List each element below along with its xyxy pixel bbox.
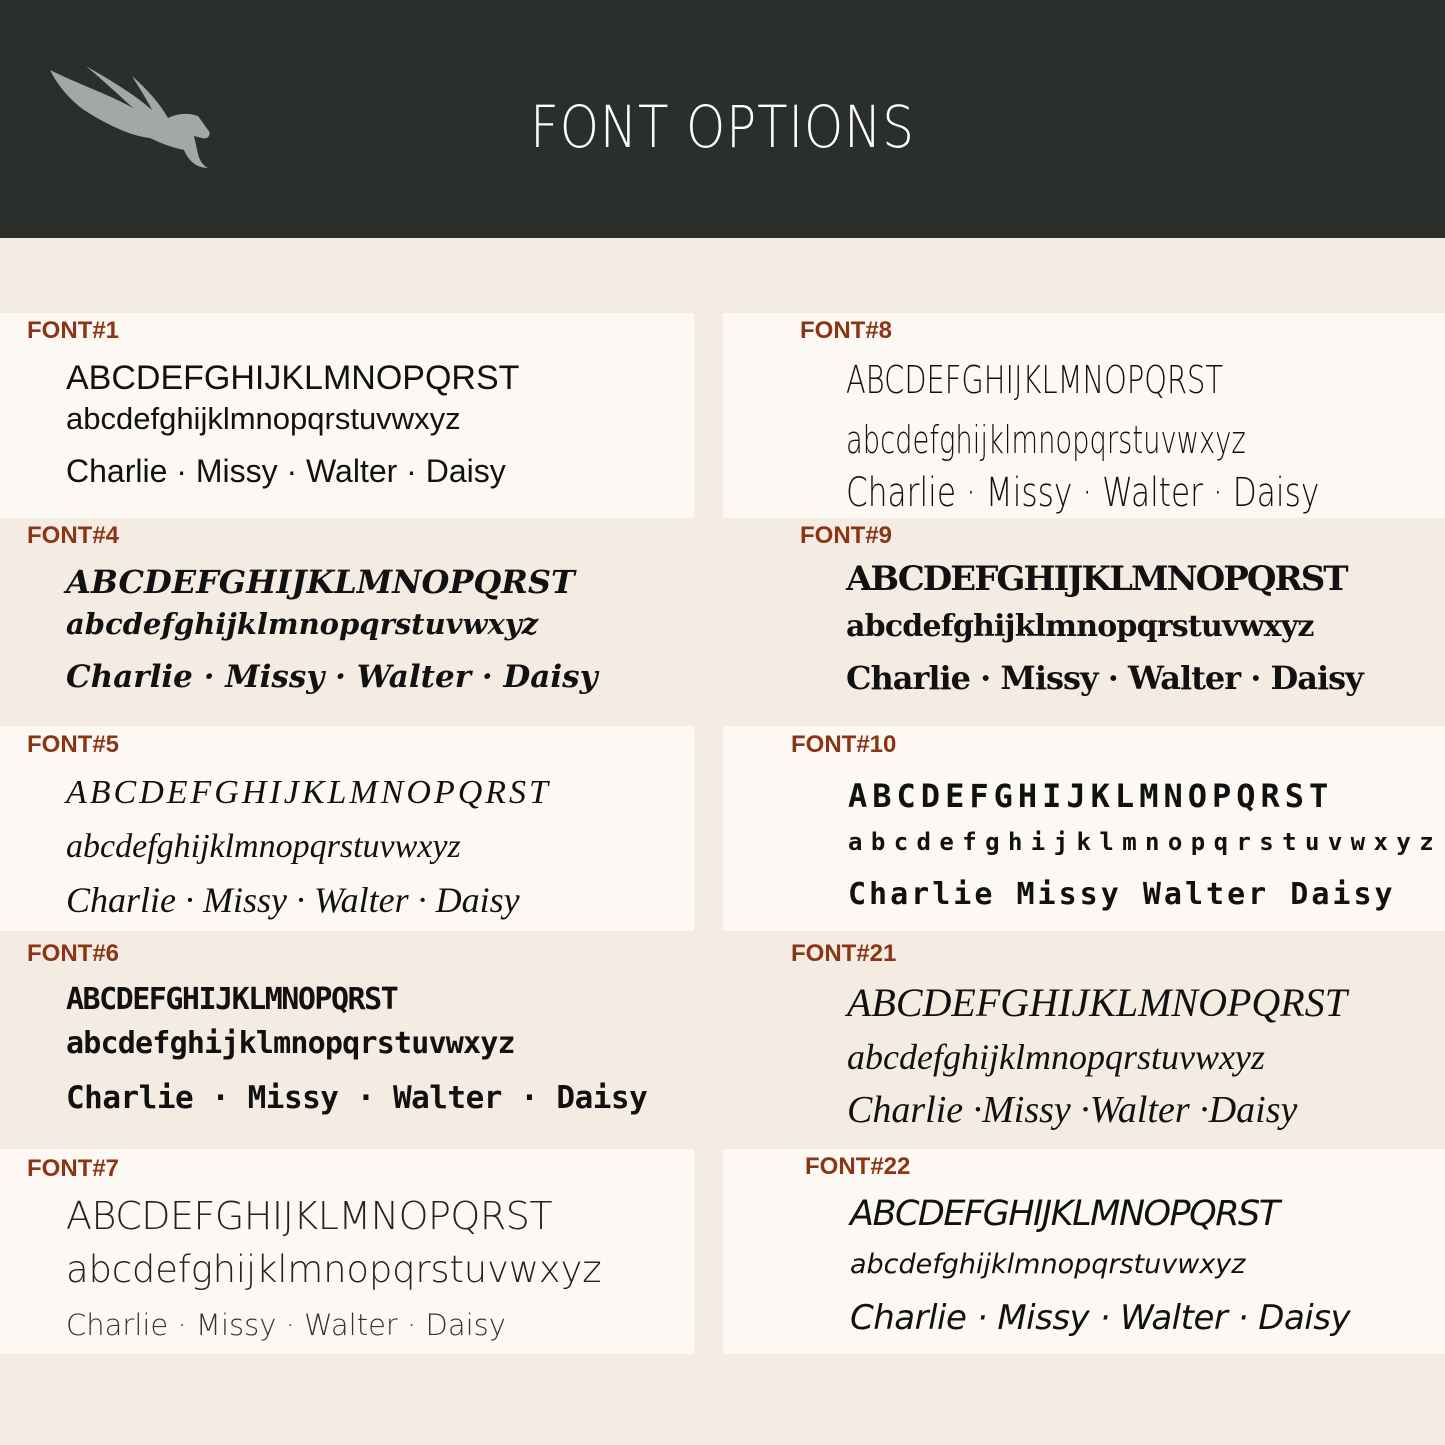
lowercase-sample: abcdefghijklmnopqrstuvwxyz — [66, 1248, 602, 1291]
lowercase-sample: abcdefghijklmnopqrstuvwxyz — [850, 1249, 1246, 1280]
uppercase-sample: ABCDEFGHIJKLMNOPQRST — [66, 982, 398, 1017]
names-sample: Charlie · Missy · Walter · Daisy — [846, 470, 1320, 516]
lowercase-sample: abcdefghijklmnopqrstuvwxyz — [848, 828, 1443, 856]
uppercase-sample: ABCDEFGHIJKLMNOPQRST — [66, 774, 551, 811]
font-label: FONT#6 — [27, 940, 120, 967]
uppercase-sample: ABCDEFGHIJKLMNOPQRST — [847, 980, 1347, 1025]
font-card-22[interactable] — [723, 1149, 1445, 1354]
font-card-6[interactable] — [0, 931, 694, 1149]
font-label: FONT#4 — [27, 522, 120, 549]
names-sample: Charlie · Missy · Walter · Daisy — [66, 880, 520, 920]
lowercase-sample: abcdefghijklmnopqrstuvwxyz — [66, 607, 539, 641]
font-card-21[interactable] — [723, 931, 1445, 1149]
lowercase-sample: abcdefghijklmnopqrstuvwxyz — [847, 1037, 1265, 1077]
names-sample: Charlie · Missy · Walter · Daisy — [846, 659, 1363, 697]
header — [0, 0, 1445, 238]
font-label: FONT#5 — [27, 731, 120, 758]
names-sample: Charlie · Missy · Walter · Daisy — [850, 1298, 1351, 1338]
names-sample: Charlie · Missy · Walter · Daisy — [66, 1308, 506, 1342]
font-label: FONT#7 — [27, 1155, 120, 1182]
font-card-8[interactable] — [723, 313, 1445, 518]
font-card-4[interactable] — [0, 518, 694, 726]
lowercase-sample: abcdefghijklmnopqrstuvwxyz — [66, 401, 461, 436]
font-label: FONT#9 — [800, 522, 893, 549]
names-sample: Charlie ·Missy ·Walter ·Daisy — [847, 1089, 1298, 1131]
font-label: FONT#10 — [791, 731, 897, 758]
uppercase-sample: ABCDEFGHIJKLMNOPQRST — [846, 358, 1224, 402]
uppercase-sample: ABCDEFGHIJKLMNOPQRST — [66, 563, 575, 601]
lowercase-sample: abcdefghijklmnopqrstuvwxyz — [846, 418, 1246, 462]
lowercase-sample: abcdefghijklmnopqrstuvwxyz — [66, 1026, 515, 1061]
font-label: FONT#8 — [800, 317, 893, 344]
names-sample: Charlie · Missy · Walter · Daisy — [66, 659, 598, 695]
font-card-5[interactable] — [0, 726, 694, 931]
font-card-9[interactable] — [723, 518, 1445, 726]
font-card-7[interactable] — [0, 1149, 694, 1354]
font-card-10[interactable] — [723, 726, 1445, 931]
font-card-1[interactable] — [0, 313, 694, 518]
lowercase-sample: abcdefghijklmnopqrstuvwxyz — [66, 828, 461, 865]
uppercase-sample: ABCDEFGHIJKLMNOPQRST — [848, 777, 1334, 815]
uppercase-sample: ABCDEFGHIJKLMNOPQRST — [66, 359, 520, 397]
uppercase-sample: ABCDEFGHIJKLMNOPQRST — [850, 1194, 1279, 1234]
lowercase-sample: abcdefghijklmnopqrstuvwxyz — [846, 609, 1314, 644]
uppercase-sample: ABCDEFGHIJKLMNOPQRST — [846, 559, 1347, 599]
names-sample: Charlie Missy Walter Daisy — [848, 877, 1396, 912]
names-sample: Charlie · Missy · Walter · Daisy — [66, 453, 506, 489]
font-label: FONT#1 — [27, 317, 120, 344]
font-label: FONT#21 — [791, 940, 897, 967]
names-sample: Charlie · Missy · Walter · Daisy — [66, 1080, 648, 1116]
page-title: FONT OPTIONS — [530, 93, 915, 161]
uppercase-sample: ABCDEFGHIJKLMNOPQRST — [66, 1194, 553, 1238]
font-label: FONT#22 — [805, 1153, 911, 1180]
